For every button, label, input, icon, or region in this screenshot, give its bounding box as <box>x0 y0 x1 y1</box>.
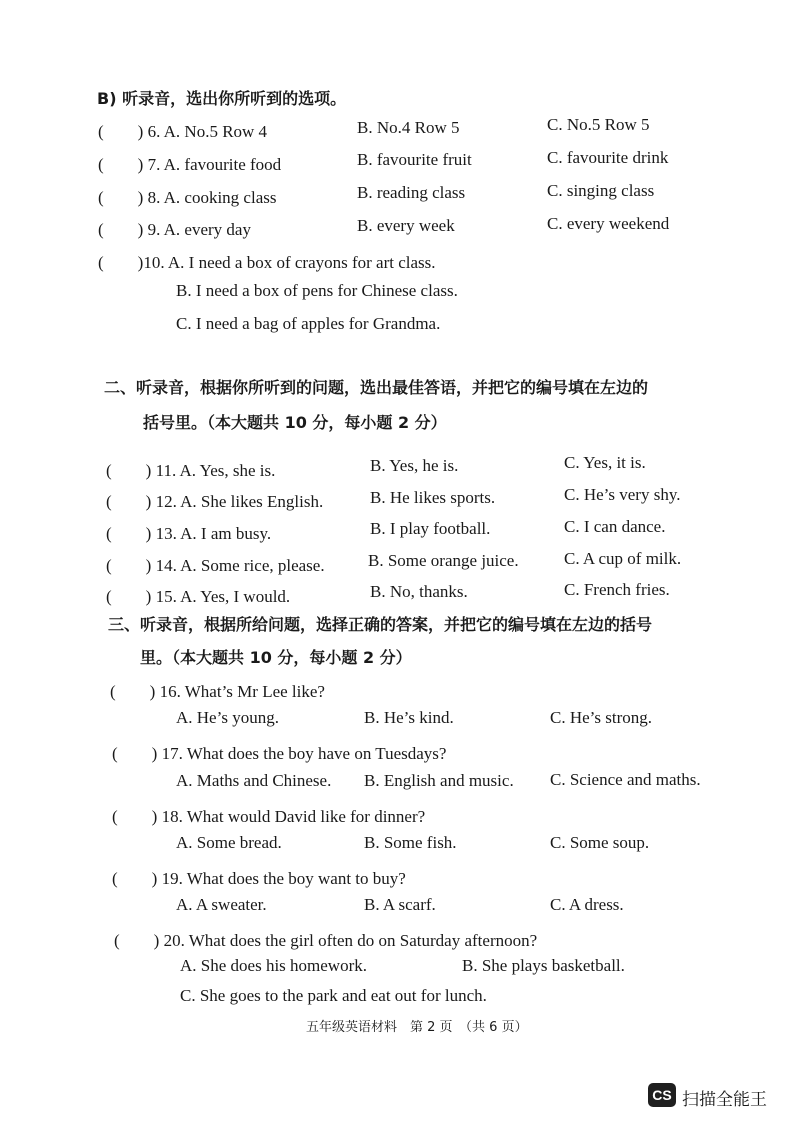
q9-option-c: C. every weekend <box>547 214 670 233</box>
page-footer: 五年级英语材料 第 2 页 （共 6 页） <box>306 1020 528 1035</box>
q15-option-c: C. French fries. <box>564 580 670 599</box>
q7-stem: ( ) 7. A. favourite food <box>98 155 282 174</box>
q19-option-a: A. A sweater. <box>176 895 267 914</box>
q10-option-c: C. I need a bag of apples for Grandma. <box>176 314 441 333</box>
q16-option-b: B. He’s kind. <box>364 708 454 727</box>
q6-option-c: C. No.5 Row 5 <box>547 115 650 134</box>
q7-option-c: C. favourite drink <box>547 148 669 167</box>
section-b-title: B) 听录音，选出你所听到的选项。 <box>97 89 347 108</box>
q20-option-c: C. She goes to the park and eat out for lunch. <box>180 986 487 1005</box>
q20-option-b: B. She plays basketball. <box>462 956 625 975</box>
q14-stem: ( ) 14. A. Some rice, please. <box>106 556 325 575</box>
q15-option-b: B. No, thanks. <box>370 582 468 601</box>
q16-stem: ( ) 16. What’s Mr Lee like? <box>110 682 325 701</box>
q13-option-c: C. I can dance. <box>564 517 666 536</box>
q9-stem: ( ) 9. A. every day <box>98 220 251 239</box>
q19-option-c: C. A dress. <box>550 895 624 914</box>
q10-option-a: ( )10. A. I need a box of crayons for art class. <box>98 253 436 272</box>
q18-option-a: A. Some bread. <box>176 833 282 852</box>
q11-option-c: C. Yes, it is. <box>564 453 646 472</box>
section-3-title-line1: 三、听录音，根据所给问题，选择正确的答案，并把它的编号填在左边的括号 <box>108 615 653 634</box>
q20-stem: ( ) 20. What does the girl often do on Saturday afternoon? <box>114 931 538 950</box>
q9-option-b: B. every week <box>357 216 455 235</box>
q19-option-b: B. A scarf. <box>364 895 436 914</box>
q7-option-b: B. favourite fruit <box>357 150 472 169</box>
section-2-title-line1: 二、听录音，根据你所听到的问题，选出最佳答语，并把它的编号填在左边的 <box>104 378 649 397</box>
q14-option-c: C. A cup of milk. <box>564 549 682 568</box>
q14-option-b: B. Some orange juice. <box>368 551 519 570</box>
q20-option-a: A. She does his homework. <box>180 956 367 975</box>
q12-option-b: B. He likes sports. <box>370 488 496 507</box>
q18-option-c: C. Some soup. <box>550 833 650 852</box>
q18-stem: ( ) 18. What would David like for dinner? <box>112 807 426 826</box>
q15-stem: ( ) 15. A. Yes, I would. <box>106 587 291 606</box>
q13-option-b: B. I play football. <box>370 519 491 538</box>
q17-option-c: C. Science and maths. <box>550 770 701 789</box>
q17-option-b: B. English and music. <box>364 771 514 790</box>
q8-option-c: C. singing class <box>547 181 655 200</box>
q11-option-b: B. Yes, he is. <box>370 456 459 475</box>
q17-option-a: A. Maths and Chinese. <box>176 771 332 790</box>
q8-option-b: B. reading class <box>357 183 466 202</box>
q16-option-a: A. He’s young. <box>176 708 279 727</box>
q8-stem: ( ) 8. A. cooking class <box>98 188 277 207</box>
q18-option-b: B. Some fish. <box>364 833 457 852</box>
q12-stem: ( ) 12. A. She likes English. <box>106 492 324 511</box>
q6-option-b: B. No.4 Row 5 <box>357 118 460 137</box>
section-3-title-line2: 里。（本大题共 10 分，每小题 2 分） <box>140 648 412 667</box>
q11-stem: ( ) 11. A. Yes, she is. <box>106 461 276 480</box>
q12-option-c: C. He’s very shy. <box>564 485 681 504</box>
q16-option-c: C. He’s strong. <box>550 708 652 727</box>
camscanner-logo-icon: CS <box>648 1083 676 1107</box>
q19-stem: ( ) 19. What does the boy want to buy? <box>112 869 406 888</box>
q6-stem: ( ) 6. A. No.5 Row 4 <box>98 122 268 141</box>
q13-stem: ( ) 13. A. I am busy. <box>106 524 272 543</box>
q17-stem: ( ) 17. What does the boy have on Tuesdays? <box>112 744 447 763</box>
camscanner-watermark-text: 扫描全能王 <box>682 1090 767 1110</box>
section-2-title-line2: 括号里。（本大题共 10 分，每小题 2 分） <box>143 413 447 432</box>
q10-option-b: B. I need a box of pens for Chinese class. <box>176 281 458 300</box>
